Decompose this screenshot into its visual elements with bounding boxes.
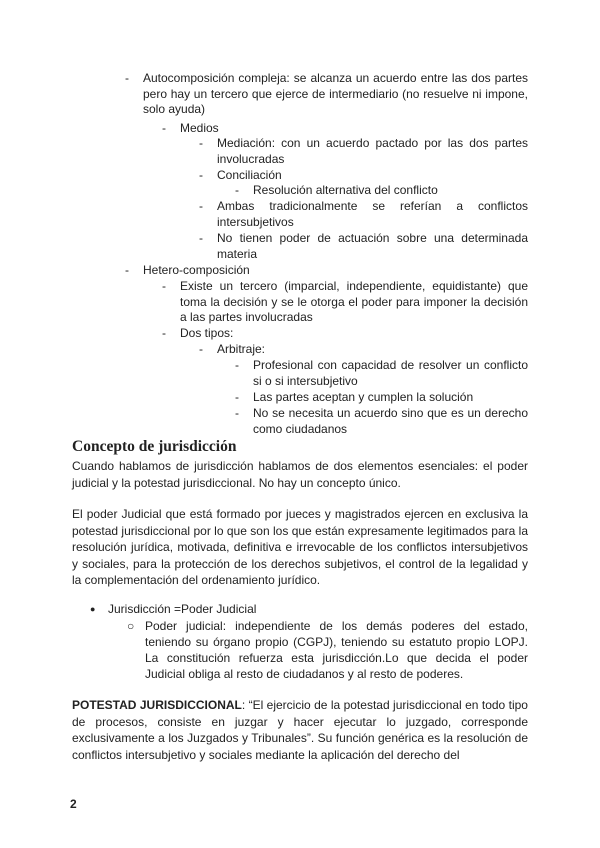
- list-item: [235, 406, 528, 437]
- list-item: [199, 199, 528, 230]
- dash-marker: -: [162, 326, 166, 340]
- potestad-text: : “El ejercicio de la potestad jurisdiccional en todo tipo de procesos, consiste en juzgar y hacer ejecutar lo juzgado, corresponde exclusivamente a los Juzgados y Tribunales”. Su función genérica es la resolución de conflictos intersubjetivo y sociales mediante la aplicación del derecho del: [72, 698, 528, 762]
- list-item: [199, 168, 528, 184]
- section-heading: Concepto de jurisdicción: [72, 438, 237, 455]
- bullet-text: Jurisdicción =Poder Judicial: [108, 602, 257, 616]
- list-item: [199, 342, 528, 358]
- dash-marker: -: [235, 358, 239, 372]
- bullet-item: [90, 602, 528, 618]
- list-item-text: Hetero-composición: [143, 263, 250, 277]
- list-item: [235, 183, 528, 199]
- list-item-text: No tienen poder de actuación sobre una determinada materia: [217, 231, 528, 261]
- dash-marker: -: [125, 263, 129, 277]
- potestad-label: POTESTAD JURISDICCIONAL: [72, 698, 242, 712]
- list-item-text: Conciliación: [217, 168, 282, 182]
- list-item-text: Dos tipos:: [180, 326, 234, 340]
- dash-marker: -: [162, 279, 166, 293]
- list-item: [162, 326, 528, 342]
- potestad-paragraph: [72, 697, 528, 763]
- list-item: [125, 71, 528, 118]
- page-number: 2: [70, 797, 77, 811]
- dash-marker: -: [199, 231, 203, 245]
- list-item-text: Existe un tercero (imparcial, independiente, equidistante) que toma la decisión y se le otorga el poder para imponer la decisión a las partes involucradas: [180, 279, 528, 324]
- sub-bullet-marker: ○: [127, 619, 135, 633]
- list-item: [199, 231, 528, 262]
- sub-bullet-text: Poder judicial: independiente de los demás poderes del estado, teniendo su órgano propio (CGPJ), teniendo su estatuto propio LOPJ. La constitución refuerza esta jurisdicción.Lo que decida el poder Judicial obliga al resto de ciudadanos y al resto de poderes.: [145, 619, 528, 681]
- list-item: [162, 279, 528, 326]
- dash-marker: -: [125, 71, 129, 85]
- sub-bullet-item: [127, 618, 528, 682]
- list-item: [162, 121, 528, 137]
- dash-marker: -: [199, 342, 203, 356]
- list-item-text: Arbitraje:: [217, 342, 266, 356]
- dash-marker: -: [235, 390, 239, 404]
- intro-paragraph: Cuando hablamos de jurisdicción hablamos de dos elementos esenciales: el poder judicial y la potestad jurisdiccional. No hay un concepto único.: [72, 459, 528, 490]
- list-item-text: Autocomposición compleja: se alcanza un acuerdo entre las dos partes pero hay un tercero que ejerce de intermediario (no resuelve ni impone, solo ayuda): [143, 71, 528, 116]
- dash-marker: -: [199, 199, 203, 213]
- list-item: [235, 390, 528, 406]
- list-item-text: Profesional con capacidad de resolver un conflicto si o si intersubjetivo: [253, 358, 528, 388]
- list-item-text: Medios: [180, 121, 219, 135]
- dash-marker: -: [235, 183, 239, 197]
- list-item: [235, 358, 528, 389]
- list-item-text: No se necesita un acuerdo sino que es un derecho como ciudadanos: [253, 406, 528, 436]
- bullet-marker: ●: [90, 604, 96, 614]
- dash-marker: -: [162, 121, 166, 135]
- list-item-text: Las partes aceptan y cumplen la solución: [253, 390, 474, 404]
- list-item: [125, 263, 528, 279]
- list-item-text: Resolución alternativa del conflicto: [253, 183, 438, 197]
- body-paragraph: El poder Judicial que está formado por jueces y magistrados ejercen en exclusiva la potestad jurisdiccional por lo que son los que están expresamente legitimados para la resolución jurídica, motivada, definitiva e irrevocable de los conflictos intersubjetivos y sociales, para la protección de los derechos subjetivos, el control de la legalidad y la complementación del ordenamiento jurídico.: [72, 507, 528, 587]
- dash-marker: -: [199, 136, 203, 150]
- list-item: [199, 136, 528, 167]
- dash-marker: -: [199, 168, 203, 182]
- list-item-text: Mediación: con un acuerdo pactado por las dos partes involucradas: [217, 136, 528, 166]
- list-item-text: Ambas tradicionalmente se referían a conflictos intersubjetivos: [217, 199, 528, 229]
- dash-marker: -: [235, 406, 239, 420]
